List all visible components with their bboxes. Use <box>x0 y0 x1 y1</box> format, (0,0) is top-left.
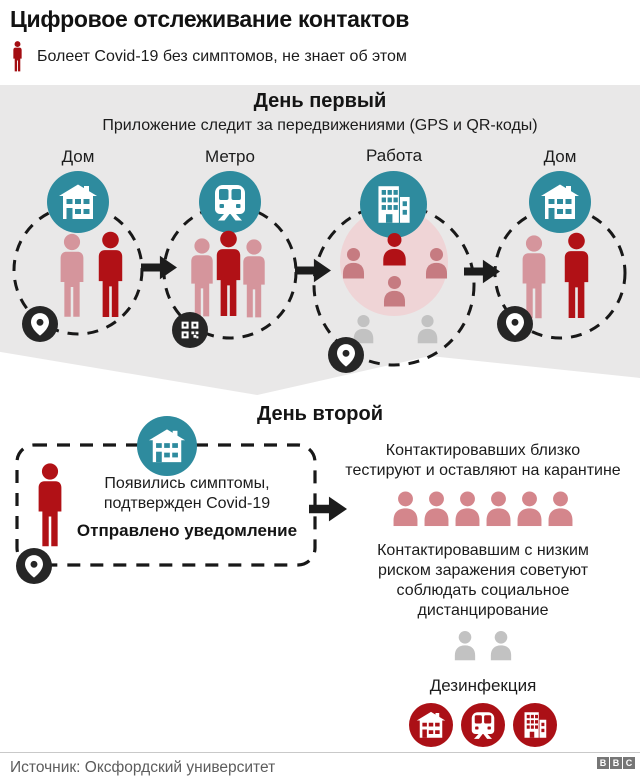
quarantine-bust <box>420 488 453 528</box>
house-icon <box>409 703 453 747</box>
gray-person-bust <box>451 627 479 663</box>
office-icon <box>360 171 427 238</box>
location-label-metro: Метро <box>205 147 255 166</box>
legend-text: Болеет Covid-19 без симптомов, не знает об этом <box>37 48 407 65</box>
train-icon <box>199 171 261 233</box>
house-icon <box>137 416 197 476</box>
train-icon <box>461 703 505 747</box>
quarantined-contacts-row <box>389 488 577 528</box>
quarantine-bust <box>389 488 422 528</box>
gps-pin-icon <box>22 306 58 342</box>
arrow-right-icon <box>295 257 331 284</box>
day1-subtitle: Приложение следит за передвижениями (GPS и QR-коды) <box>102 117 538 134</box>
close-contacts-line-1: Контактировавших близко <box>385 442 581 459</box>
page-title: Цифровое отслеживание контактов <box>10 6 410 32</box>
case-line-1: Появились симптомы, <box>104 475 270 492</box>
gps-pin-icon <box>328 337 364 373</box>
arrow-right-icon <box>464 258 500 285</box>
gray-person-bust <box>487 627 515 663</box>
bbc-logo-letter: C <box>623 757 635 769</box>
contact-person-figure <box>55 233 89 319</box>
bbc-logo-letter: B <box>610 757 622 769</box>
disinfection-icons-row <box>409 703 557 747</box>
location-label-work: Работа <box>365 146 423 165</box>
close-contacts-line-2: тестируют и оставляют на карантине <box>345 462 621 479</box>
house-icon <box>529 171 591 233</box>
day2-outcomes <box>334 441 632 747</box>
close-contact-bust <box>380 272 409 309</box>
day1-title: День первый <box>253 90 387 112</box>
case-line-2: подтвержден Covid-19 <box>103 495 271 512</box>
case-box-text <box>62 474 312 541</box>
low-risk-line-1: Контактировавшим с низким <box>377 542 589 559</box>
location-label-home-2: Дом <box>543 147 577 166</box>
disinfection-label: Дезинфекция <box>429 676 537 695</box>
bbc-logo-letter: B <box>597 757 609 769</box>
gps-pin-icon <box>497 306 533 342</box>
quarantine-bust <box>451 488 484 528</box>
infected-person-icon <box>8 41 27 72</box>
qr-code-icon <box>172 312 208 348</box>
low-risk-line-3: соблюдать социальное <box>396 582 570 599</box>
low-risk-text <box>377 541 589 621</box>
quarantine-bust <box>482 488 515 528</box>
infected-person-figure <box>211 228 246 320</box>
footer-divider <box>0 752 640 753</box>
arrow-right-icon <box>141 254 177 281</box>
gps-pin-icon <box>16 548 52 584</box>
quarantine-bust <box>544 488 577 528</box>
quarantine-bust <box>513 488 546 528</box>
infected-person-figure <box>559 231 594 321</box>
distancing-contacts-row <box>451 627 515 663</box>
house-icon <box>47 171 109 233</box>
low-risk-line-2: риском заражения советуют <box>377 562 589 579</box>
close-contact-bust <box>422 245 451 280</box>
close-contact-bust <box>339 245 368 280</box>
bbc-logo <box>597 757 635 769</box>
source-credit: Источник: Оксфордский университет <box>10 759 276 776</box>
low-risk-line-4: дистанцирование <box>417 602 549 619</box>
infected-person-figure <box>93 230 128 320</box>
location-label-home-1: Дом <box>61 147 95 166</box>
notification-sent-text: Отправлено уведомление <box>76 521 298 540</box>
office-icon <box>513 703 557 747</box>
infected-person-bust <box>379 229 410 268</box>
low-risk-contact-bust <box>414 311 441 346</box>
day2-title: День второй <box>256 403 384 425</box>
